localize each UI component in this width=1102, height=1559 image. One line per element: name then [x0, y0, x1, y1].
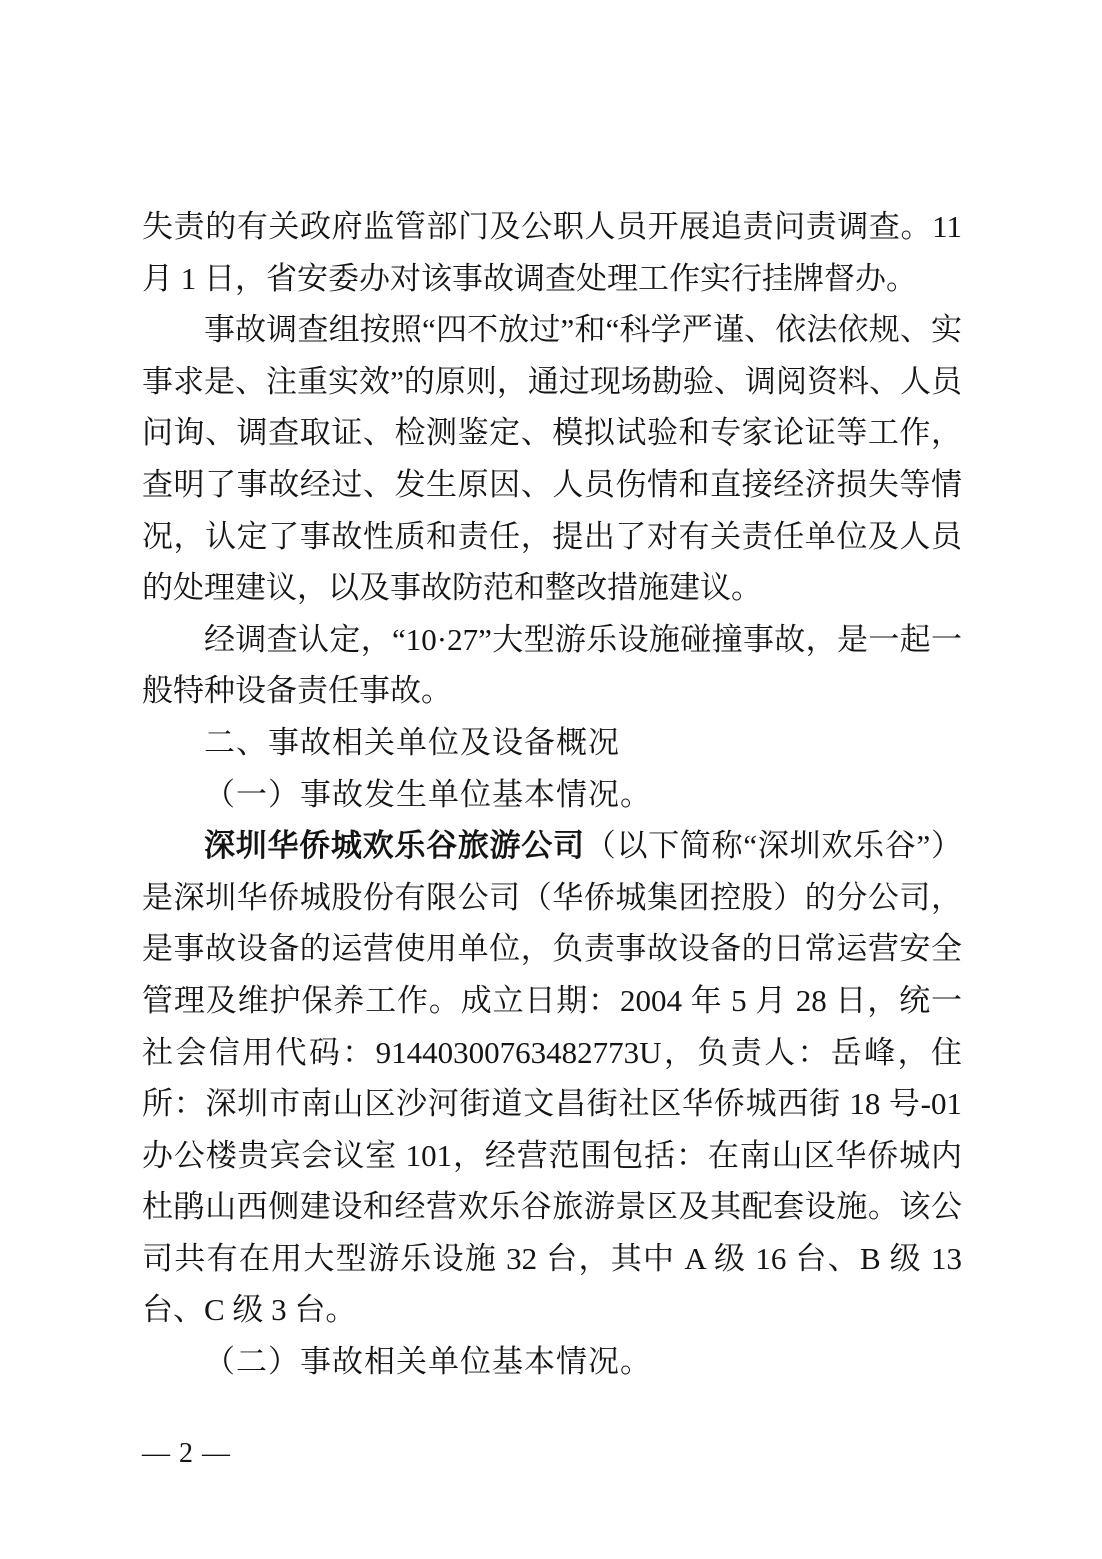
- subsection-heading-related-units: （二）事故相关单位基本情况。: [204, 1344, 652, 1380]
- paragraph-continuation: 失责的有关政府监管部门及公职人员开展追责问责调查。11 月 1 日，省安委办对该事故调查处理工作实行挂牌督办。: [142, 209, 962, 296]
- page-number: — 2 —: [142, 1438, 231, 1469]
- paragraph-investigation-process: 事故调查组按照“四不放过”和“科学严谨、依法依规、实事求是、注重实效”的原则，通过现场勘验、调阅资料、人员问询、调查取证、检测鉴定、模拟试验和专家论证等工作，查明了事故经过、发生原因、人员伤情和直接经济损失等情况，认定了事故性质和责任，提出了对有关责任单位及人员的处理建议，以及事故防范和整改措施建议。: [142, 312, 962, 606]
- company-details: （以下简称“深圳欢乐谷”）是深圳华侨城股份有限公司（华侨城集团控股）的分公司，是事故设备的运营使用单位，负责事故设备的日常运营安全管理及维护保养工作。成立日期：2004 年 5 月 28 日，统一社会信用代码：91440300763482773U，负责人：岳峰，住所：深圳市南山区沙河街道文昌街社区华侨城西街 18 号-01 办公楼贵宾会议室 101，经营范围包括：在南山区华侨城内杜鹃山西侧建设和经营欢乐谷旅游景区及其配套设施。该公司共有在用大型游乐设施 32 台，其中 A 级 16 台、B 级 13 台、C 级 3 台。: [142, 828, 962, 1328]
- section-heading-units-overview: 二、事故相关单位及设备概况: [204, 724, 620, 760]
- subsection-heading-accident-unit: （一）事故发生单位基本情况。: [204, 776, 652, 812]
- paragraph-company-profile: [142, 820, 962, 1336]
- paragraph-accident-conclusion: 经调查认定，“10·27”大型游乐设施碰撞事故，是一起一般特种设备责任事故。: [142, 621, 962, 709]
- company-name: 深圳华侨城欢乐谷旅游公司: [204, 828, 585, 864]
- page-content: [142, 201, 962, 1388]
